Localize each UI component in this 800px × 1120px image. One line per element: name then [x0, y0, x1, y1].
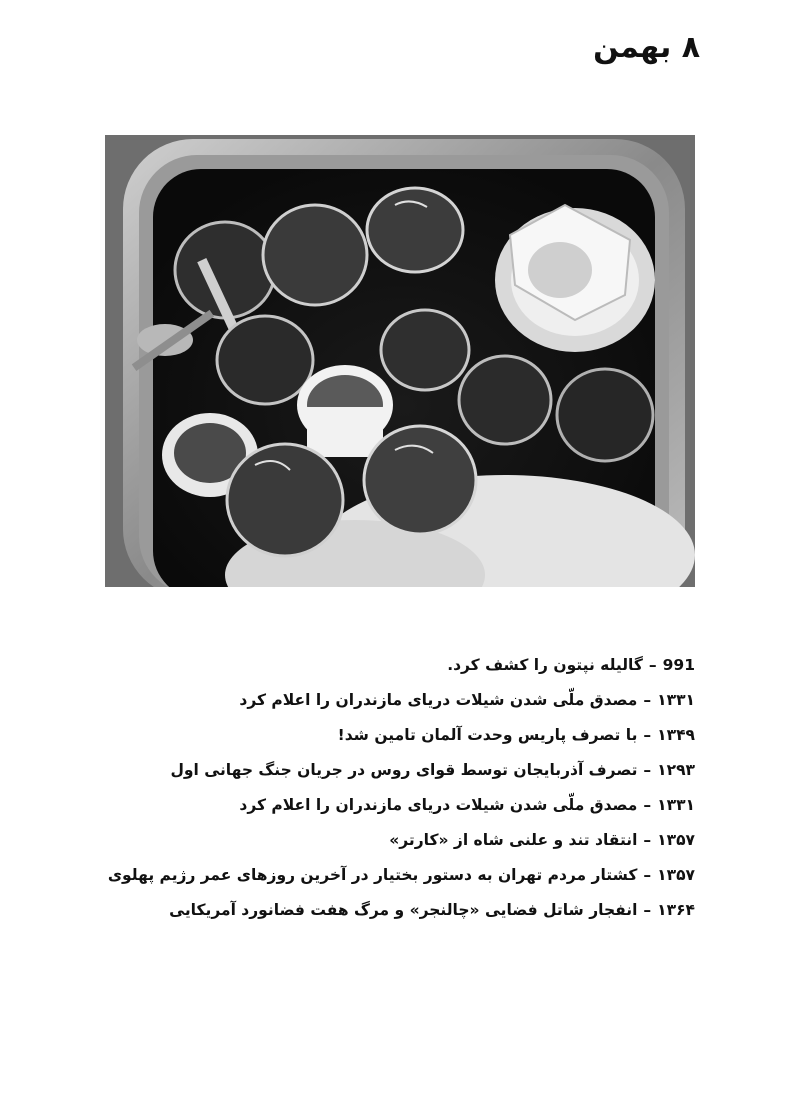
event-dash: – [648, 656, 657, 674]
events-list [95, 648, 695, 928]
event-text: گالیله نپتون را کشف کرد. [447, 656, 643, 674]
event-text: با تصرف پاریس وحدت آلمان تامین شد! [337, 726, 638, 744]
event-text: مصدق ملّی شدن شیلات دریای مازندران را اعلام کرد [239, 796, 638, 814]
page-title: ۸ بهمن [593, 30, 700, 65]
event-year: ۱۳۵۷ [657, 831, 695, 849]
event-item [95, 648, 695, 683]
event-dash: – [643, 691, 652, 709]
event-dash: – [643, 901, 652, 919]
event-year: ۱۳۳۱ [657, 691, 695, 709]
event-year: ۱۳۳۱ [657, 796, 695, 814]
event-item [95, 893, 695, 928]
event-year: ۱۲۹۳ [657, 761, 695, 779]
event-dash: – [643, 796, 652, 814]
event-dash: – [643, 726, 652, 744]
event-item [95, 823, 695, 858]
event-year: ۱۳۵۷ [657, 866, 695, 884]
dishes-photo [105, 135, 695, 587]
event-item [95, 683, 695, 718]
dishes-photo-drawing [105, 135, 695, 587]
event-dash: – [643, 761, 652, 779]
event-dash: – [643, 866, 652, 884]
event-dash: – [643, 831, 652, 849]
event-year: ۱۳۴۹ [657, 726, 695, 744]
event-year: ۱۳۶۴ [657, 901, 695, 919]
event-text: انتقاد تند و علنی شاه از «کارتر» [389, 831, 638, 849]
event-text: کشتار مردم تهران به دستور بختیار در آخرین روزهای عمر رژیم پهلوی [107, 866, 638, 884]
event-text: مصدق ملّی شدن شیلات دریای مازندران را اعلام کرد [239, 691, 638, 709]
event-item [95, 788, 695, 823]
event-item [95, 753, 695, 788]
event-text: تصرف آذربایجان توسط قوای روس در جریان جنگ جهانی اول [170, 761, 638, 779]
event-year: 991 [662, 656, 695, 674]
event-item [95, 858, 695, 893]
event-text: انفجار شاتل فضایی «چالنجر» و مرگ هفت فضانورد آمریکایی [169, 901, 638, 919]
event-item [95, 718, 695, 753]
